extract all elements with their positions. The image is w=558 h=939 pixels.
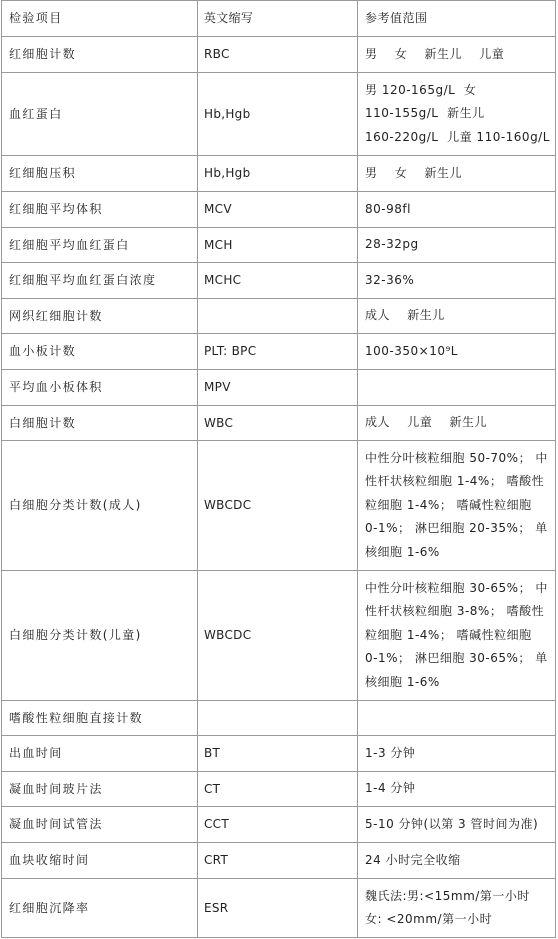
ref-line: 32-36% (365, 272, 415, 287)
cell-ref (358, 879, 556, 938)
ref-line: 1-3 分钟 (365, 745, 416, 760)
cell-ref (358, 228, 556, 263)
cell-ref (358, 156, 556, 192)
ref-line: 110-155g/L 新生儿 (365, 106, 485, 121)
ref-line: 中性分叶核粒细胞 30-65%； 中 (365, 580, 548, 595)
cell-item: 红细胞平均血红蛋白浓度 (2, 263, 198, 299)
ref-line: 成人 儿童 新生儿 (365, 415, 488, 430)
cell-ref (358, 370, 556, 406)
ref-line: 男 女 新生儿 儿童 (365, 46, 505, 61)
cell-item: 出血时间 (2, 736, 198, 772)
ref-line: 中性分叶核粒细胞 50-70%； 中 (365, 450, 548, 465)
ref-line: 女: <20mm/第一小时 (365, 912, 493, 926)
cell-item: 红细胞平均体积 (2, 192, 198, 228)
cell-item: 白细胞分类计数(成人) (2, 441, 198, 571)
ref-line: 性杆状核粒细胞 1-4%； 嗜酸性 (365, 474, 545, 489)
cell-ref (358, 263, 556, 299)
ref-line: 100-350×10⁹L (365, 343, 458, 358)
ref-line: 核细胞 1-6% (365, 544, 440, 559)
cell-abbr: WBCDC (198, 441, 358, 571)
cell-abbr (198, 299, 358, 334)
cell-item: 平均血小板体积 (2, 370, 198, 406)
cell-item: 凝血时间试管法 (2, 807, 198, 843)
ref-line: 男 120-165g/L 女 (365, 82, 477, 97)
ref-line: 0-1%； 淋巴细胞 30-65%； 单 (365, 651, 548, 666)
cell-item: 白细胞分类计数(儿童) (2, 571, 198, 701)
cell-ref (358, 192, 556, 228)
cell-abbr: WBC (198, 406, 358, 441)
ref-line: 成人 新生儿 (365, 308, 445, 323)
cell-item: 嗜酸性粒细胞直接计数 (2, 701, 198, 736)
cell-abbr (198, 701, 358, 736)
cell-abbr: MCV (198, 192, 358, 228)
cell-ref (358, 37, 556, 73)
cell-abbr: Hb,Hgb (198, 156, 358, 192)
cell-ref (358, 299, 556, 334)
ref-line: 28-32pg (365, 237, 419, 252)
ref-line: 160-220g/L 儿童 110-160g/L (365, 129, 550, 144)
cell-abbr: PLT: BPC (198, 334, 358, 370)
cell-ref (358, 334, 556, 370)
cell-abbr: MCHC (198, 263, 358, 299)
ref-line: 5-10 分钟(以第 3 管时间为准) (365, 816, 539, 831)
cell-abbr: CCT (198, 807, 358, 843)
cell-item: 血块收缩时间 (2, 843, 198, 879)
ref-line: 24 小时完全收缩 (365, 852, 461, 867)
cell-abbr: BT (198, 736, 358, 772)
cell-ref (358, 73, 556, 156)
cell-ref (358, 807, 556, 843)
cell-item: 血红蛋白 (2, 73, 198, 156)
cell-ref (358, 406, 556, 441)
header-abbr: 英文缩写 (198, 1, 358, 37)
ref-line: 核细胞 1-6% (365, 674, 440, 689)
cell-abbr: ESR (198, 879, 358, 938)
cell-ref (358, 843, 556, 879)
ref-line: 粒细胞 1-4%； 嗜碱性粒细胞 (365, 627, 532, 642)
cell-item: 红细胞平均血红蛋白 (2, 228, 198, 263)
ref-line: 80-98fl (365, 201, 411, 216)
cell-item: 网织红细胞计数 (2, 299, 198, 334)
ref-line: 男 女 新生儿 (365, 165, 463, 180)
cell-ref (358, 701, 556, 736)
cell-ref (358, 736, 556, 772)
cell-item: 红细胞沉降率 (2, 879, 198, 938)
ref-line: 粒细胞 1-4%； 嗜碱性粒细胞 (365, 497, 532, 512)
cell-abbr: CRT (198, 843, 358, 879)
cell-abbr: WBCDC (198, 571, 358, 701)
cell-abbr: RBC (198, 37, 358, 73)
cell-ref (358, 772, 556, 807)
ref-line: 0-1%； 淋巴细胞 20-35%； 单 (365, 521, 548, 536)
cell-item: 白细胞计数 (2, 406, 198, 441)
header-item: 检验项目 (2, 1, 198, 37)
ref-line: 性杆状核粒细胞 3-8%； 嗜酸性 (365, 604, 545, 619)
cell-item: 血小板计数 (2, 334, 198, 370)
header-ref: 参考值范围 (358, 1, 556, 37)
cell-abbr: MPV (198, 370, 358, 406)
ref-line: 1-4 分钟 (365, 781, 416, 796)
cell-abbr: MCH (198, 228, 358, 263)
lab-reference-table (1, 0, 556, 938)
ref-line: 魏氏法:男:<15mm/第一小时 (365, 888, 530, 903)
cell-ref (358, 571, 556, 701)
cell-item: 红细胞压积 (2, 156, 198, 192)
cell-item: 凝血时间玻片法 (2, 772, 198, 807)
cell-item: 红细胞计数 (2, 37, 198, 73)
cell-ref (358, 441, 556, 571)
cell-abbr: CT (198, 772, 358, 807)
cell-abbr: Hb,Hgb (198, 73, 358, 156)
